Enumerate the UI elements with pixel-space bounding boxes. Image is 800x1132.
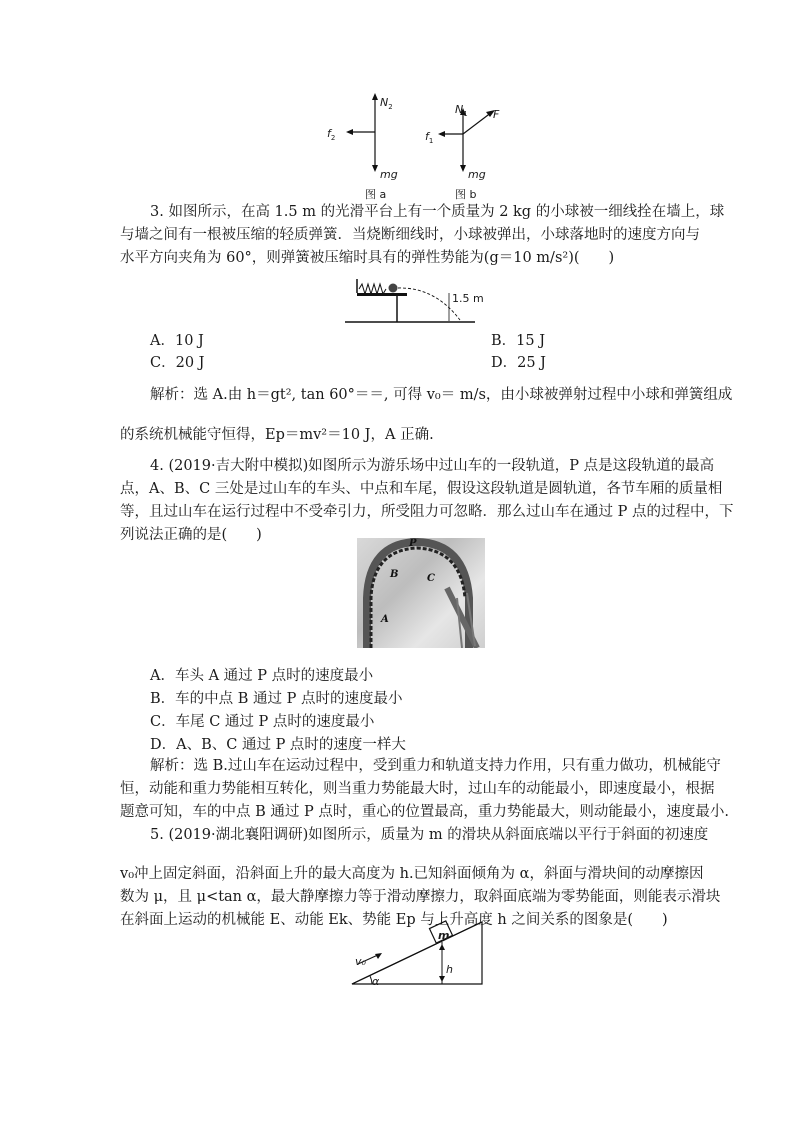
- q4-solution-line-1: 解析：选 B.过山车在运动过程中，受到重力和轨道支持力作用，只有重力做功，机械能守: [150, 758, 721, 774]
- q3-option-c: C．20 J: [150, 355, 205, 371]
- q4-solution-line-3: 题意可知，车的中点 B 通过 P 点时，重心的位置最高，重力势能最大，则动能最小，速度最小.: [120, 804, 729, 820]
- incline-angle-label: α: [372, 975, 380, 988]
- photo-label-c: C: [427, 573, 435, 584]
- photo-label-b: B: [390, 569, 399, 580]
- photo-label-a: A: [381, 614, 389, 625]
- fig-b-F-label: F: [493, 108, 500, 121]
- q3-line-1: 3. 如图所示，在高 1.5 m 的光滑平台上有一个质量为 2 kg 的小球被一细线拴在墙上，球: [150, 204, 725, 220]
- q3-solution-line-2: 的系统机械能守恒得，Ep＝mv²＝10 J，A 正确.: [120, 427, 434, 443]
- q4-line-4: 列说法正确的是( ): [120, 527, 262, 543]
- platform-height-label: 1.5 m: [452, 292, 484, 305]
- q5-line-2: v₀冲上固定斜面，沿斜面上升的最大高度为 h.已知斜面倾角为 α，斜面与滑块间的动摩擦因: [120, 866, 704, 882]
- photo-label-p: P: [409, 538, 417, 549]
- q3-line-3: 水平方向夹角为 60°，则弹簧被压缩时具有的弹性势能为(g＝10 m/s²)( ): [120, 250, 615, 266]
- incline-height-label: h: [446, 963, 453, 976]
- q5-line-1: 5. (2019·湖北襄阳调研)如图所示，质量为 m 的滑块从斜面底端以平行于斜面的初速度: [150, 827, 709, 843]
- q4-line-3: 等，且过山车在运行过程中不受牵引力，所受阻力可忽略．那么过山车在通过 P 点的过程中，下: [120, 504, 734, 520]
- q5-line-3: 数为 μ，且 μ<tan α，最大静摩擦力等于滑动摩擦力，取斜面底端为零势能面，则能表示滑块: [120, 889, 721, 905]
- fig-b-mg-label: mg: [468, 168, 486, 181]
- incline-mass-label: m: [438, 929, 450, 942]
- fig-b-f-label: $f_1$: [425, 130, 434, 146]
- fig-a-caption: 图 a: [365, 188, 387, 201]
- force-diagram-figure: [300, 90, 540, 205]
- q4-option-c: C．车尾 C 通过 P 点时的速度最小: [150, 714, 375, 730]
- q4-option-d: D．A、B、C 通过 P 点时的速度一样大: [150, 737, 406, 753]
- q3-option-d: D．25 J: [491, 355, 546, 371]
- incline-figure: [348, 918, 488, 988]
- fig-a-f-label: $f_2$: [327, 127, 336, 143]
- fig-b-caption: 图 b: [455, 188, 477, 201]
- incline-velocity-label: v₀: [355, 955, 366, 968]
- q4-option-a: A．车头 A 通过 P 点时的速度最小: [150, 668, 374, 684]
- q4-line-1: 4. (2019·吉大附中模拟)如图所示为游乐场中过山车的一段轨道，P 点是这段轨道的最高: [150, 458, 715, 474]
- q4-solution-line-2: 恒，动能和重力势能相互转化，则当重力势能最大时，过山车的动能最小，即速度最小，根据: [120, 781, 715, 797]
- q4-option-b: B．车的中点 B 通过 P 点时的速度最小: [150, 691, 403, 707]
- roller-coaster-photo: [357, 538, 485, 648]
- q5-line-4: 在斜面上运动的机械能 E、动能 Ek、势能 Ep 与上升高度 h 之间关系的图象是( ): [120, 912, 668, 928]
- q3-option-a: A．10 J: [150, 333, 204, 349]
- q3-option-b: B．15 J: [491, 333, 546, 349]
- fig-a-n-label: $N_2$: [380, 96, 393, 112]
- fig-b-n-label: $N_1$: [455, 103, 468, 119]
- q4-line-2: 点，A、B、C 三处是过山车的车头、中点和车尾，假设这段轨道是圆轨道，各节车厢的质量相: [120, 481, 723, 497]
- q3-line-2: 与墙之间有一根被压缩的轻质弹簧．当烧断细线时，小球被弹出，小球落地时的速度方向与: [120, 227, 700, 243]
- fig-a-mg-label: mg: [380, 168, 398, 181]
- q3-solution-line-1: 解析：选 A.由 h＝gt², tan 60°＝＝, 可得 v₀＝ m/s，由小球被弹射过程中小球和弹簧组成: [150, 387, 733, 403]
